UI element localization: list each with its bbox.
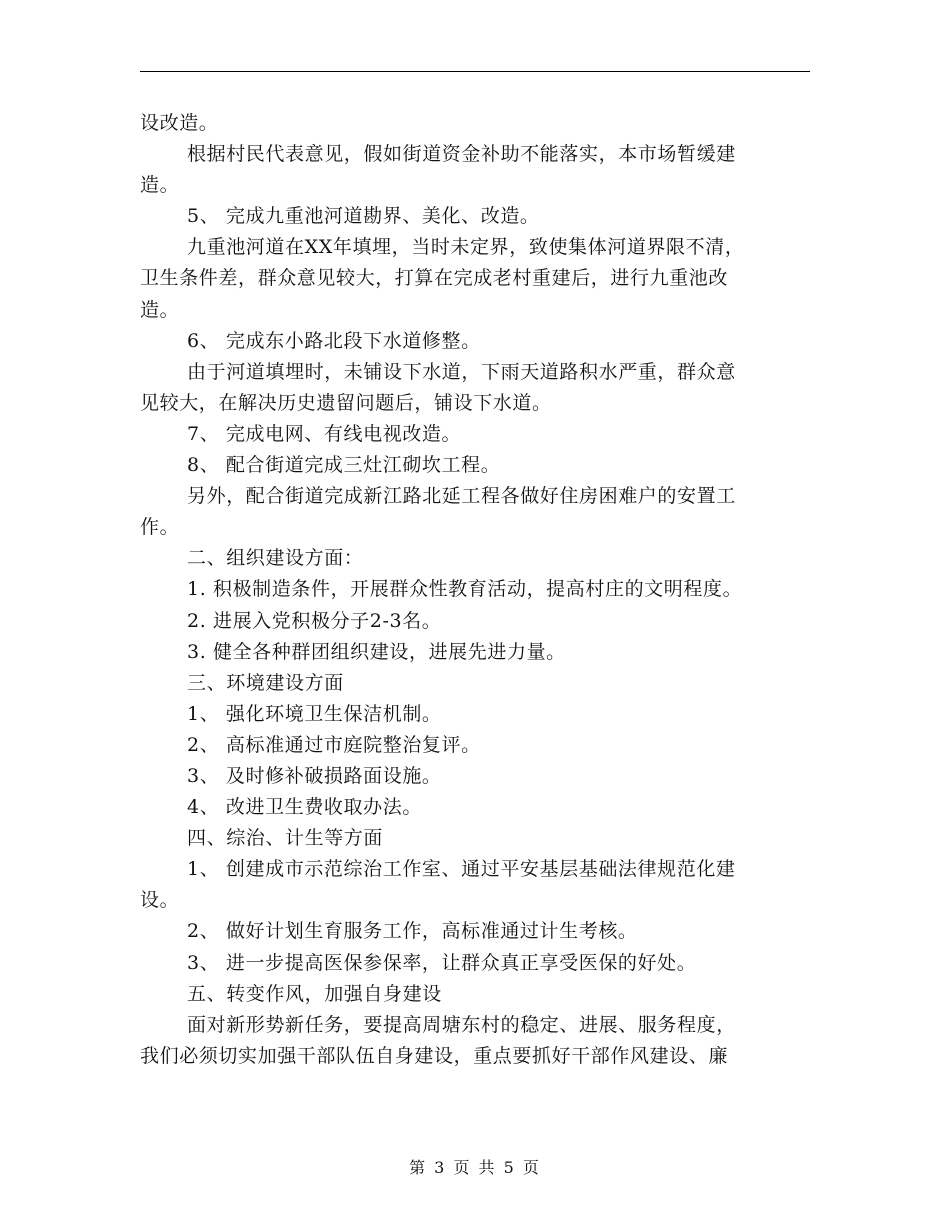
text-line: 4、 改进卫生费收取办法。 <box>187 796 422 819</box>
text-line: 3、 进一步提高医保参保率，让群众真正享受医保的好处。 <box>187 951 697 974</box>
text-line: 3. 健全各种群团组织建设，进展先进力量。 <box>187 640 566 663</box>
section-heading: 四、综治、计生等方面 <box>187 827 384 850</box>
section-heading: 三、环境建设方面 <box>187 671 344 694</box>
text-line: 面对新形势新任务，要提高周塘东村的稳定、进展、服务程度， <box>187 1013 736 1036</box>
header-rule <box>140 71 810 72</box>
text-line: 2. 进展入党积极分子2-3名。 <box>187 609 442 632</box>
text-line: 卫生条件差，群众意见较大，打算在完成老村重建后，进行九重池改 <box>140 267 729 290</box>
text-line: 7、 完成电网、有线电视改造。 <box>187 422 462 445</box>
text-line: 九重池河道在XX年填埋，当时未定界，致使集体河道界限不清， <box>187 236 745 259</box>
page-number-footer: 第 3 页 共 5 页 <box>409 1158 541 1177</box>
text-line: 1. 积极制造条件，开展群众性教育活动，提高村庄的文明程度。 <box>187 578 743 601</box>
text-line: 8、 配合街道完成三灶江砌坎工程。 <box>187 454 501 477</box>
text-line: 造。 <box>140 298 180 321</box>
text-line: 作。 <box>140 516 180 539</box>
text-line: 2、 做好计划生育服务工作，高标准通过计生考核。 <box>187 920 638 943</box>
text-line: 另外，配合街道完成新江路北延工程各做好住房困难户的安置工 <box>187 485 736 508</box>
text-line: 6、 完成东小路北段下水道修整。 <box>187 329 481 352</box>
section-heading: 五、转变作风，加强自身建设 <box>187 982 442 1005</box>
text-line: 2、 高标准通过市庭院整治复评。 <box>187 733 481 756</box>
text-line: 由于河道填埋时，未铺设下水道，下雨天道路积水严重，群众意 <box>187 360 736 383</box>
text-line: 根据村民代表意见，假如街道资金补助不能落实，本市场暂缓建 <box>187 143 736 166</box>
text-line: 设。 <box>140 889 180 912</box>
text-line: 见较大，在解决历史遗留问题后，铺设下水道。 <box>140 391 552 414</box>
text-line: 1、 强化环境卫生保洁机制。 <box>187 702 442 725</box>
section-heading: 二、组织建设方面： <box>187 547 364 570</box>
text-line: 设改造。 <box>140 112 219 134</box>
text-line: 5、 完成九重池河道勘界、美化、改造。 <box>187 205 540 228</box>
page-body <box>140 108 810 1072</box>
text-line: 1、 创建成市示范综治工作室、通过平安基层基础法律规范化建 <box>187 858 736 881</box>
text-line: 我们必须切实加强干部队伍自身建设，重点要抓好干部作风建设、廉 <box>140 1044 729 1067</box>
text-line: 3、 及时修补破损路面设施。 <box>187 764 442 787</box>
text-line: 造。 <box>140 174 180 197</box>
